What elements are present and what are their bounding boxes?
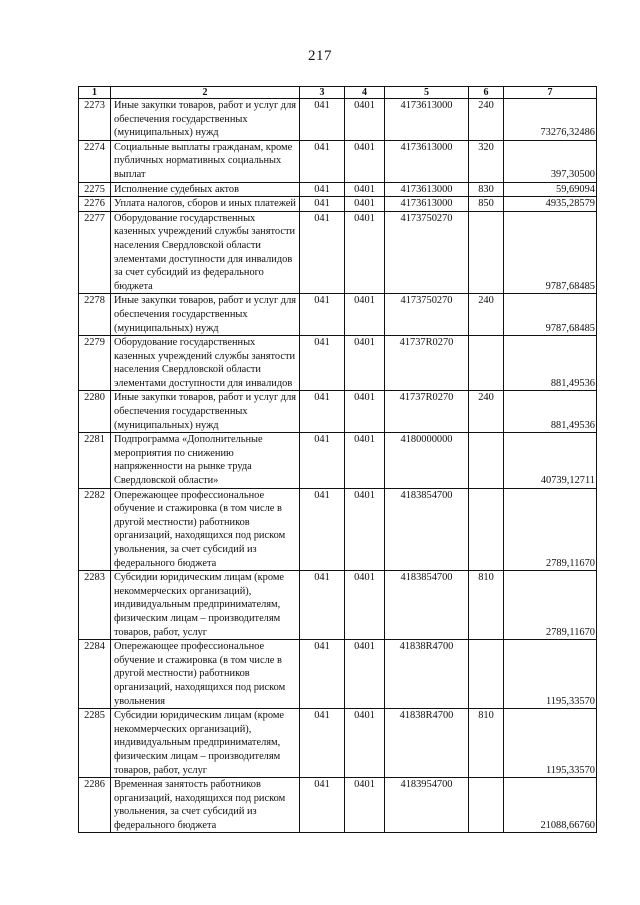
amount-cell: 9787,68485 [504, 211, 597, 294]
target-article-cell: 4173613000 [385, 197, 469, 212]
ministry-code-cell: 041 [300, 336, 345, 391]
table-body [79, 99, 597, 833]
section-code-cell: 0401 [345, 571, 385, 640]
column-header: 6 [469, 87, 504, 99]
section-code-cell: 0401 [345, 336, 385, 391]
table-row [79, 433, 597, 488]
expense-type-cell: 810 [469, 571, 504, 640]
row-number-cell: 2286 [79, 778, 111, 833]
table-row [79, 391, 597, 433]
item-name-cell: Субсидии юридическим лицам (кроме некоммерческих организаций), индивидуальным предпринимателям, физическим лицам – производителям товаров, работ, услуг [111, 571, 300, 640]
section-code-cell: 0401 [345, 182, 385, 197]
section-code-cell: 0401 [345, 488, 385, 571]
item-name-cell: Подпрограмма «Дополнительные мероприятия по снижению напряженности на рынке труда Свердловской области» [111, 433, 300, 488]
amount-cell: 40739,12711 [504, 433, 597, 488]
row-number-cell: 2278 [79, 294, 111, 336]
table-row [79, 709, 597, 778]
section-code-cell: 0401 [345, 778, 385, 833]
expense-type-cell: 850 [469, 197, 504, 212]
item-name-cell: Опережающее профессиональное обучение и стажировка (в том числе в другой местности) работников организаций, находящихся под риском увольнения, за счет субсидий из федерального бюджета [111, 488, 300, 571]
expense-type-cell: 320 [469, 140, 504, 182]
table-row [79, 294, 597, 336]
row-number-cell: 2284 [79, 640, 111, 709]
row-number-cell: 2282 [79, 488, 111, 571]
target-article-cell: 4183854700 [385, 488, 469, 571]
item-name-cell: Оборудование государственных казенных учреждений службы занятости населения Свердловской области элементами доступности для инвалидов [111, 336, 300, 391]
table-row [79, 640, 597, 709]
ministry-code-cell: 041 [300, 197, 345, 212]
budget-table [78, 86, 597, 833]
item-name-cell: Оборудование государственных казенных учреждений службы занятости населения Свердловской области элементами доступности для инвалидов за счет субсидий из федерального бюджета [111, 211, 300, 294]
item-name-cell: Иные закупки товаров, работ и услуг для обеспечения государственных (муниципальных) нужд [111, 294, 300, 336]
row-number-cell: 2281 [79, 433, 111, 488]
ministry-code-cell: 041 [300, 182, 345, 197]
ministry-code-cell: 041 [300, 99, 345, 141]
ministry-code-cell: 041 [300, 709, 345, 778]
target-article-cell: 41838R4700 [385, 640, 469, 709]
page-number: 217 [308, 48, 332, 64]
column-header: 4 [345, 87, 385, 99]
target-article-cell: 4180000000 [385, 433, 469, 488]
column-header: 7 [504, 87, 597, 99]
ministry-code-cell: 041 [300, 571, 345, 640]
target-article-cell: 41838R4700 [385, 709, 469, 778]
amount-cell: 881,49536 [504, 391, 597, 433]
amount-cell: 59,69094 [504, 182, 597, 197]
table-row [79, 197, 597, 212]
ministry-code-cell: 041 [300, 433, 345, 488]
expense-type-cell [469, 488, 504, 571]
ministry-code-cell: 041 [300, 211, 345, 294]
table-row [79, 571, 597, 640]
table-row [79, 488, 597, 571]
amount-cell: 1195,33570 [504, 640, 597, 709]
target-article-cell: 4173750270 [385, 294, 469, 336]
row-number-cell: 2285 [79, 709, 111, 778]
ministry-code-cell: 041 [300, 294, 345, 336]
row-number-cell: 2277 [79, 211, 111, 294]
section-code-cell: 0401 [345, 99, 385, 141]
expense-type-cell: 830 [469, 182, 504, 197]
item-name-cell: Временная занятость работников организаций, находящихся под риском увольнения, за счет субсидий из федерального бюджета [111, 778, 300, 833]
section-code-cell: 0401 [345, 211, 385, 294]
table-row [79, 99, 597, 141]
amount-cell: 9787,68485 [504, 294, 597, 336]
target-article-cell: 4173613000 [385, 140, 469, 182]
item-name-cell: Социальные выплаты гражданам, кроме публичных нормативных социальных выплат [111, 140, 300, 182]
amount-cell: 881,49536 [504, 336, 597, 391]
amount-cell: 1195,33570 [504, 709, 597, 778]
expense-type-cell: 240 [469, 99, 504, 141]
item-name-cell: Субсидии юридическим лицам (кроме некоммерческих организаций), индивидуальным предпринимателям, физическим лицам – производителям товаров, работ, услуг [111, 709, 300, 778]
row-number-cell: 2276 [79, 197, 111, 212]
target-article-cell: 4173613000 [385, 99, 469, 141]
expense-type-cell [469, 640, 504, 709]
amount-cell: 397,30500 [504, 140, 597, 182]
ministry-code-cell: 041 [300, 140, 345, 182]
expense-type-cell: 240 [469, 391, 504, 433]
section-code-cell: 0401 [345, 391, 385, 433]
amount-cell: 73276,32486 [504, 99, 597, 141]
ministry-code-cell: 041 [300, 391, 345, 433]
row-number-cell: 2273 [79, 99, 111, 141]
expense-type-cell [469, 336, 504, 391]
table-row [79, 140, 597, 182]
item-name-cell: Иные закупки товаров, работ и услуг для обеспечения государственных (муниципальных) нужд [111, 391, 300, 433]
target-article-cell: 4173613000 [385, 182, 469, 197]
amount-cell: 2789,11670 [504, 488, 597, 571]
table-row [79, 778, 597, 833]
expense-type-cell: 810 [469, 709, 504, 778]
column-header: 1 [79, 87, 111, 99]
row-number-cell: 2283 [79, 571, 111, 640]
row-number-cell: 2274 [79, 140, 111, 182]
target-article-cell: 4183954700 [385, 778, 469, 833]
item-name-cell: Опережающее профессиональное обучение и стажировка (в том числе в другой местности) работников организаций, находящихся под риском увольнения [111, 640, 300, 709]
table-row [79, 336, 597, 391]
target-article-cell: 4183854700 [385, 571, 469, 640]
section-code-cell: 0401 [345, 197, 385, 212]
table-header-row [79, 87, 597, 99]
amount-cell: 2789,11670 [504, 571, 597, 640]
target-article-cell: 41737R0270 [385, 391, 469, 433]
section-code-cell: 0401 [345, 433, 385, 488]
expense-type-cell [469, 778, 504, 833]
amount-cell: 21088,66760 [504, 778, 597, 833]
target-article-cell: 4173750270 [385, 211, 469, 294]
expense-type-cell [469, 433, 504, 488]
section-code-cell: 0401 [345, 294, 385, 336]
column-header: 2 [111, 87, 300, 99]
item-name-cell: Исполнение судебных актов [111, 182, 300, 197]
ministry-code-cell: 041 [300, 488, 345, 571]
column-header: 3 [300, 87, 345, 99]
table-row [79, 182, 597, 197]
ministry-code-cell: 041 [300, 778, 345, 833]
item-name-cell: Уплата налогов, сборов и иных платежей [111, 197, 300, 212]
item-name-cell: Иные закупки товаров, работ и услуг для обеспечения государственных (муниципальных) нужд [111, 99, 300, 141]
row-number-cell: 2275 [79, 182, 111, 197]
row-number-cell: 2279 [79, 336, 111, 391]
section-code-cell: 0401 [345, 140, 385, 182]
section-code-cell: 0401 [345, 709, 385, 778]
table-row [79, 211, 597, 294]
expense-type-cell [469, 211, 504, 294]
amount-cell: 4935,28579 [504, 197, 597, 212]
ministry-code-cell: 041 [300, 640, 345, 709]
row-number-cell: 2280 [79, 391, 111, 433]
expense-type-cell: 240 [469, 294, 504, 336]
target-article-cell: 41737R0270 [385, 336, 469, 391]
column-header: 5 [385, 87, 469, 99]
section-code-cell: 0401 [345, 640, 385, 709]
